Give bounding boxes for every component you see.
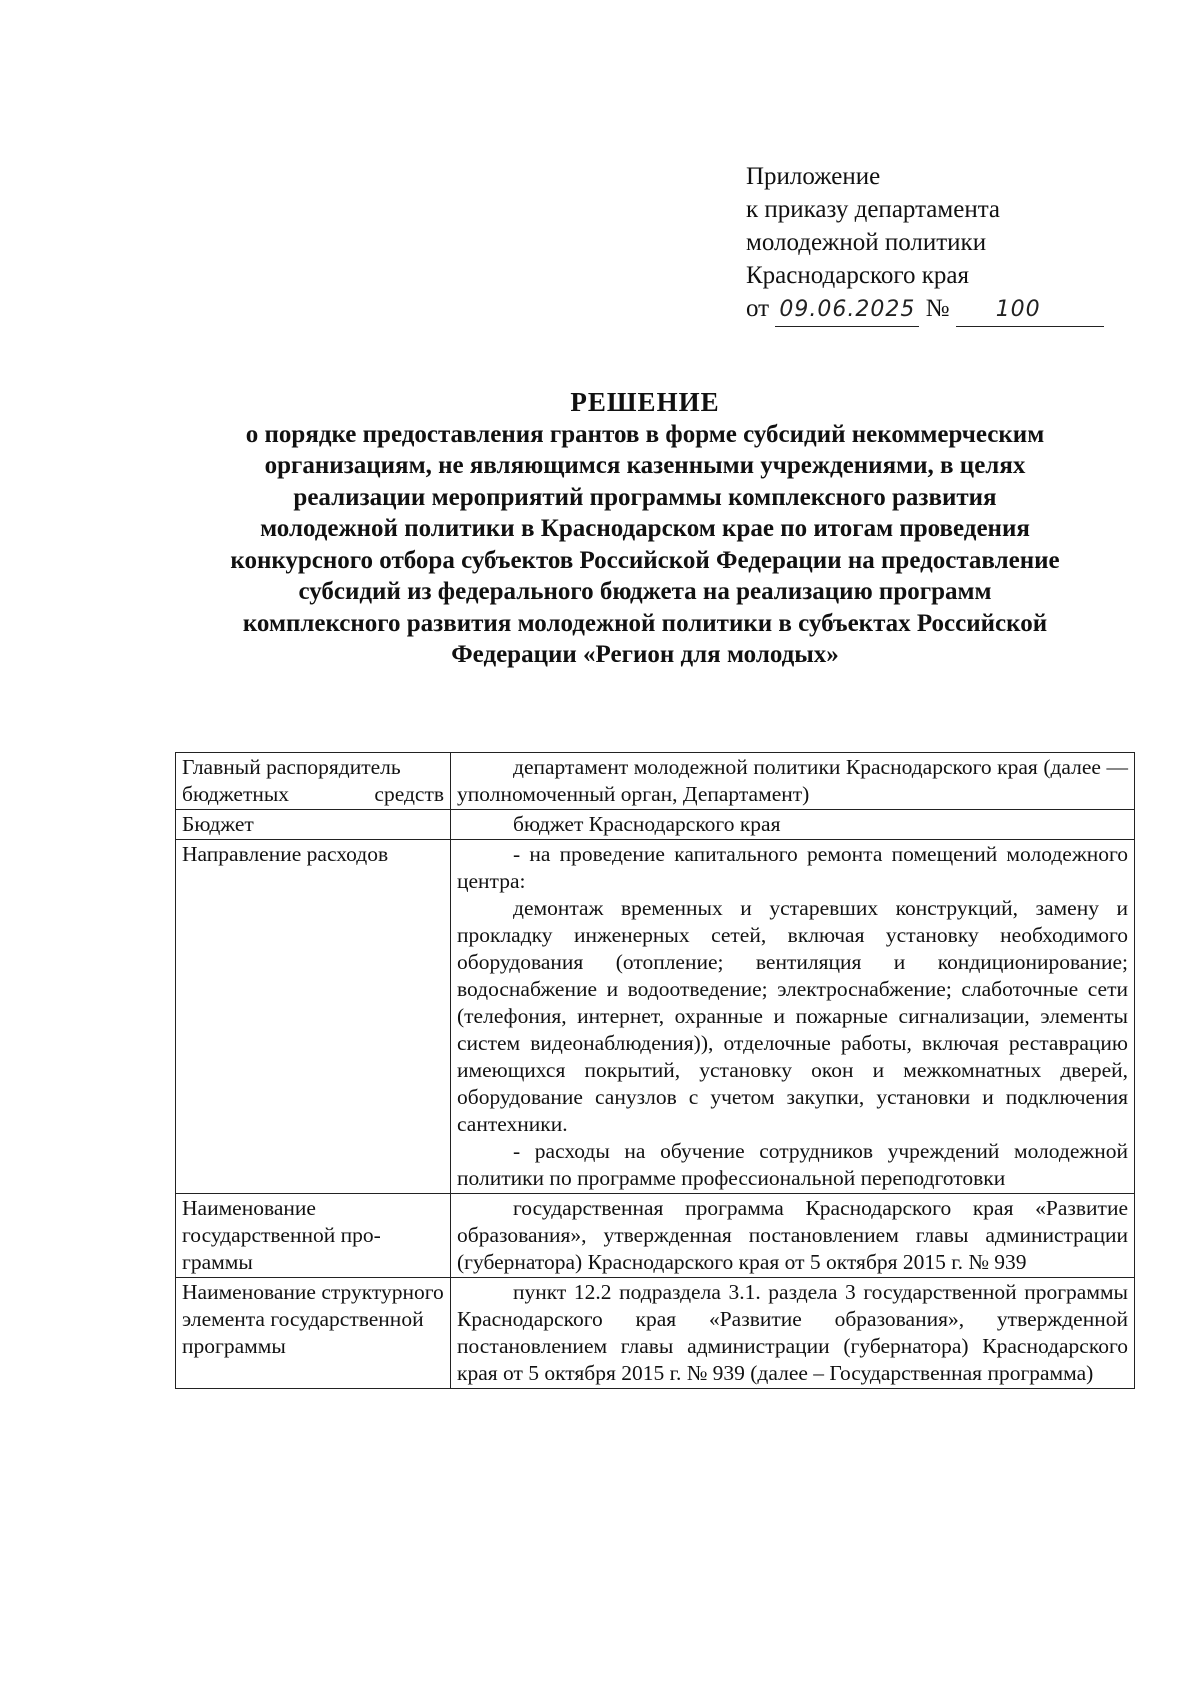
value-paragraph: демонтаж временных и устаревших конструкций, замену и прокладку инженерных сетей, включая установку необходимого оборудования (отопление; вентиляция и кондиционирование; водоснабжение и водоотведение; электроснабжение; слаботочные сети (телефония, интернет, охранные и пожарные сигнализации, элементы систем видеонаблюдения)), отделочные работы, включая реставрацию имеющихся покрытий, установку окон и межкомнатных дверей, оборудование санузлов с учетом закупки, установки и подключения сантехники.: [457, 896, 1128, 1136]
row-value: [451, 810, 1135, 840]
table-row: [176, 1278, 1135, 1389]
appendix-line: молодежной политики: [746, 229, 987, 256]
main-title: РЕШЕНИЕ: [570, 387, 720, 417]
subtitle-line: организациям, не являющимся казенными учреждениями, в целях: [264, 452, 1026, 479]
table-row: [176, 753, 1135, 810]
table-row: [176, 840, 1135, 1194]
value-paragraph: бюджет Краснодарского края: [513, 812, 781, 836]
row-label: Наименование государственной про-граммы: [176, 1194, 451, 1278]
value-paragraph: - на проведение капитального ремонта помещений молодежного центра:: [457, 842, 1128, 893]
value-paragraph: государственная программа Краснодарского края «Развитие образования», утвержденная постановлением главы администрации (губернатора) Краснодарского края от 5 октября 2015 г. № 939: [457, 1196, 1128, 1274]
row-value: [451, 840, 1135, 1194]
table-row: [176, 810, 1135, 840]
row-label: Наименование структурного элемента государственной программы: [176, 1278, 451, 1389]
table-row: [176, 1194, 1135, 1278]
row-value: [451, 753, 1135, 810]
value-paragraph: департамент молодежной политики Краснодарского края (далее — уполномоченный орган, Департамент): [457, 755, 1128, 806]
subtitle-line: субсидий из федерального бюджета на реализацию программ: [298, 578, 992, 605]
row-value: [451, 1278, 1135, 1389]
handwritten-number: 100: [956, 293, 1104, 327]
appendix-header: [746, 160, 1126, 327]
subtitle-line: молодежной политики в Краснодарском крае по итогам проведения: [260, 515, 1030, 542]
row-label: Главный распорядитель бюджетных средств: [176, 753, 451, 810]
info-table: [175, 752, 1135, 1389]
row-label: Бюджет: [176, 810, 451, 840]
subtitle-line: о порядке предоставления грантов в форме субсидий некоммерческим: [245, 420, 1045, 448]
appendix-line: Приложение: [746, 163, 881, 190]
row-label: Направление расходов: [176, 840, 451, 1194]
subtitle-line: реализации мероприятий программы комплексного развития: [293, 483, 997, 511]
subtitle-line: Федерации «Регион для молодых»: [451, 641, 839, 668]
handwritten-date: 09.06.2025: [775, 293, 919, 327]
appendix-line: Краснодарского края: [746, 262, 969, 289]
subtitle-line: конкурсного отбора субъектов Российской Федерации на предоставление: [230, 546, 1060, 574]
subtitle-line: комплексного развития молодежной политики в субъектах Российской: [242, 609, 1048, 637]
value-paragraph: - расходы на обучение сотрудников учреждений молодежной политики по программе профессиональной переподготовки: [457, 1139, 1128, 1190]
number-label: №: [925, 295, 950, 322]
document-title: [120, 387, 1170, 671]
value-paragraph: пункт 12.2 подраздела 3.1. раздела 3 государственной программы Краснодарского края «Развитие образования», утвержденной постановлением главы администрации (губернатора) Краснодарского края от 5 октября 2015 г. № 939 (далее – Государственная программа): [457, 1280, 1128, 1385]
row-value: [451, 1194, 1135, 1278]
from-label: от: [746, 295, 770, 322]
appendix-line: к приказу департамента: [746, 196, 1001, 223]
order-date-line: [746, 292, 1126, 327]
